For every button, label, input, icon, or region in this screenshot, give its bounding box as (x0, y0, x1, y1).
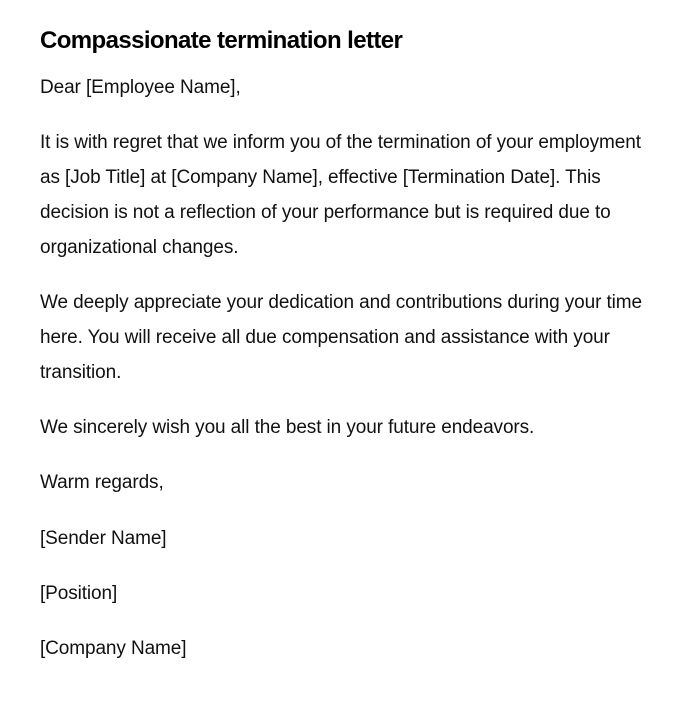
signature-position: [Position] (40, 583, 118, 604)
greeting: Dear [Employee Name], (40, 77, 241, 98)
paragraph-well-wishes: We sincerely wish you all the best in your future endeavors. (40, 417, 535, 438)
closing: Warm regards, (40, 472, 164, 493)
signature-company-name: [Company Name] (40, 638, 187, 659)
document-title: Compassionate termination letter (40, 27, 403, 54)
paragraph-appreciation: We deeply appreciate your dedication and contributions during your time here. You will receive all due compensation and assistance with your transition. (40, 292, 642, 383)
signature-sender-name: [Sender Name] (40, 528, 167, 549)
paragraph-termination-notice: It is with regret that we inform you of the termination of your employment as [Job Title] at [Company Name], effective [Termination Date]. This decision is not a reflection of your performance but is required due to organizational changes. (40, 132, 641, 258)
